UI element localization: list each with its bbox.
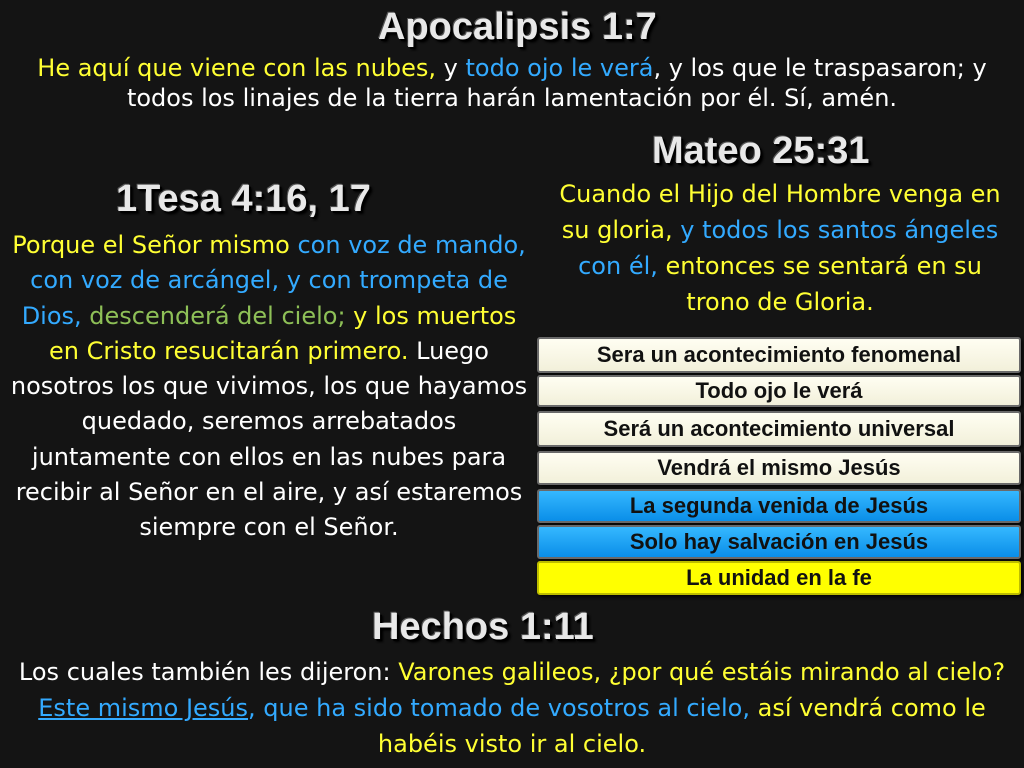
point-bar-universal: Será un acontecimiento universal xyxy=(537,411,1021,447)
hechos-verse xyxy=(10,654,1014,762)
mateo-verse xyxy=(548,176,1012,320)
hechos-text-1: Los cuales también les dijeron: xyxy=(18,658,399,686)
mateo-title: Mateo 25:31 xyxy=(652,130,870,172)
point-bar-todo-ojo: Todo ojo le verá xyxy=(537,375,1021,407)
hechos-text-2: Varones galileos, ¿por qué estáis mirando al cielo? xyxy=(398,658,1006,686)
tesa-title: 1Tesa 4:16, 17 xyxy=(116,178,371,220)
tesa-text-2: con voz de mando, con voz de arcángel, y con trompeta de Dios, xyxy=(21,231,526,330)
tesa-text-4: y los muertos en Cristo resucitarán primero. xyxy=(49,301,517,365)
tesa-text-3: descenderá del cielo; xyxy=(81,301,346,330)
apocalipsis-text-3: todo ojo le verá xyxy=(465,54,654,82)
apocalipsis-text-2: y xyxy=(436,54,466,82)
mateo-text-2: y todos los santos ángeles con él, xyxy=(578,216,999,280)
point-bar-segunda-venida: La segunda venida de Jesús xyxy=(537,489,1021,523)
apocalipsis-text-4: , y los que le traspasaron; y todos los linajes de la tierra harán lamentación por él. Sí, amén. xyxy=(126,54,987,113)
mateo-text-1: Cuando el Hijo del Hombre venga en su gloria, xyxy=(559,180,1001,244)
apocalipsis-text-1: He aquí que viene con las nubes, xyxy=(37,54,437,82)
apocalipsis-title: Apocalipsis 1:7 xyxy=(378,6,657,48)
point-bar-fenomenal: Sera un acontecimiento fenomenal xyxy=(537,337,1021,373)
point-bar-mismo-jesus: Vendrá el mismo Jesús xyxy=(537,451,1021,485)
tesa-verse xyxy=(10,228,528,545)
point-bar-salvacion: Solo hay salvación en Jesús xyxy=(537,525,1021,559)
hechos-title: Hechos 1:11 xyxy=(372,606,594,648)
hechos-text-4: Este mismo Jesús xyxy=(38,694,249,722)
mateo-text-3: entonces se sentará en su trono de Gloria. xyxy=(657,252,982,316)
tesa-text-1: Porque el Señor mismo xyxy=(12,231,298,259)
apocalipsis-verse xyxy=(10,53,1014,113)
hechos-text-6: así vendrá como le habéis visto ir al cielo. xyxy=(377,694,986,758)
point-bar-unidad: La unidad en la fe xyxy=(537,561,1021,595)
hechos-text-5: , que ha sido tomado de vosotros al cielo, xyxy=(248,694,750,722)
tesa-text-5: Luego nosotros los que vivimos, los que hayamos quedado, seremos arrebatados juntamente con ellos en las nubes para recibir al Señor en el aire, y así estaremos siempre con el Señor. xyxy=(10,336,528,542)
